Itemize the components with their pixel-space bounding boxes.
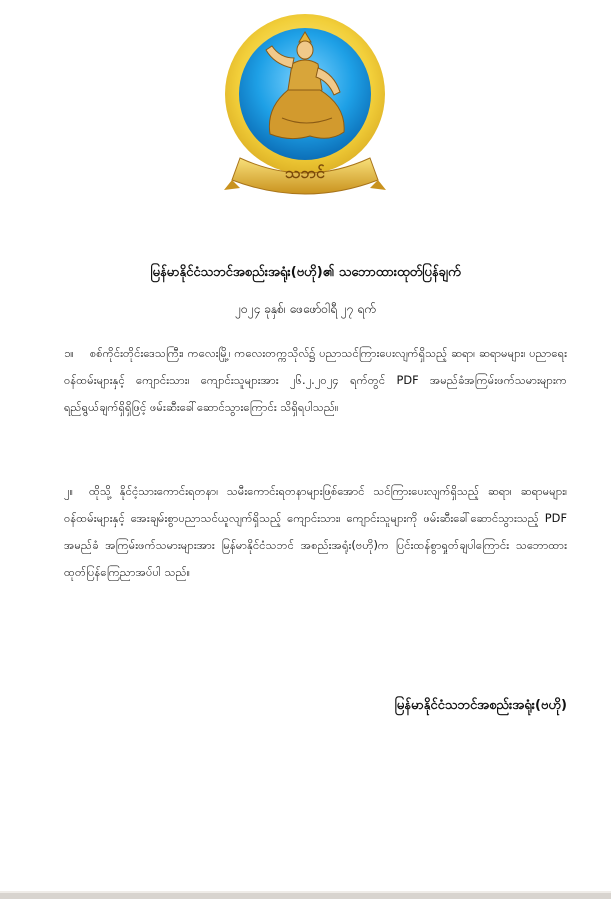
document-title: မြန်မာနိုင်ငံသဘင်အစည်းအရုံး(ဗဟို)၏ သဘောထားထုတ်ပြန်ချက် xyxy=(150,265,461,280)
document-date: ၂၀၂၄ ခုနှစ်၊ ဖေဖော်ဝါရီ ၂၇ ရက် xyxy=(235,302,376,316)
logo-banner-text: သဘင် xyxy=(285,163,325,182)
paragraph-2 xyxy=(64,478,567,586)
page-footer-bar xyxy=(0,893,611,899)
signature: မြန်မာနိုင်ငံသဘင်အစည်းအရုံး(ဗဟို) xyxy=(394,698,567,713)
paragraph-number: ၂။ xyxy=(64,484,74,498)
paragraph-number: ၁။ xyxy=(64,346,74,360)
paragraph-text: ထိုသို့ နိုင်ငံ့သားကောင်းရတနာ၊ သမီးကောင်းရတနာများဖြစ်အောင် သင်ကြားပေးလျက်ရှိသည့် ဆရာ၊ ဆရာမများ၊ ဝန်ထမ်းများနှင့် အေးချမ်းစွာပညာသင်ယူလျက်ရှိသည့် ကျောင်းသား၊ ကျောင်းသူများကို ဖမ်းဆီးခေါ်ဆောင်သွားသည့် PDF အမည်ခံ အကြမ်းဖက်သမားများအား မြန်မာနိုင်ငံသဘင် အစည်းအရုံး(ဗဟို)က ပြင်းထန်စွာရှုတ်ချပါကြောင်း သဘောထား ထုတ်ပြန်ကြေညာအပ်ပါ သည်။ xyxy=(64,484,567,579)
paragraph-1 xyxy=(64,340,567,421)
paragraph-text: စစ်ကိုင်းတိုင်းဒေသကြီး၊ ကလေးမြို့၊ ကလေးတက္ကသိုလ်၌ ပညာသင်ကြားပေးလျက်ရှိသည့် ဆရာ၊ ဆရာမများ၊ ပညာရေးဝန်ထမ်းများနှင့် ကျောင်းသား၊ ကျောင်းသူများအား ၂၆.၂.၂၀၂၄ ရက်တွင် PDF အမည်ခံအကြမ်းဖက်သမားများက ရည်ရွယ်ချက်ရှိရှိဖြင့် ဖမ်းဆီးခေါ်ဆောင်သွားကြောင်း သိရှိရပါသည်။ xyxy=(64,346,567,414)
logo xyxy=(222,8,388,204)
logo-emblem xyxy=(222,8,388,204)
